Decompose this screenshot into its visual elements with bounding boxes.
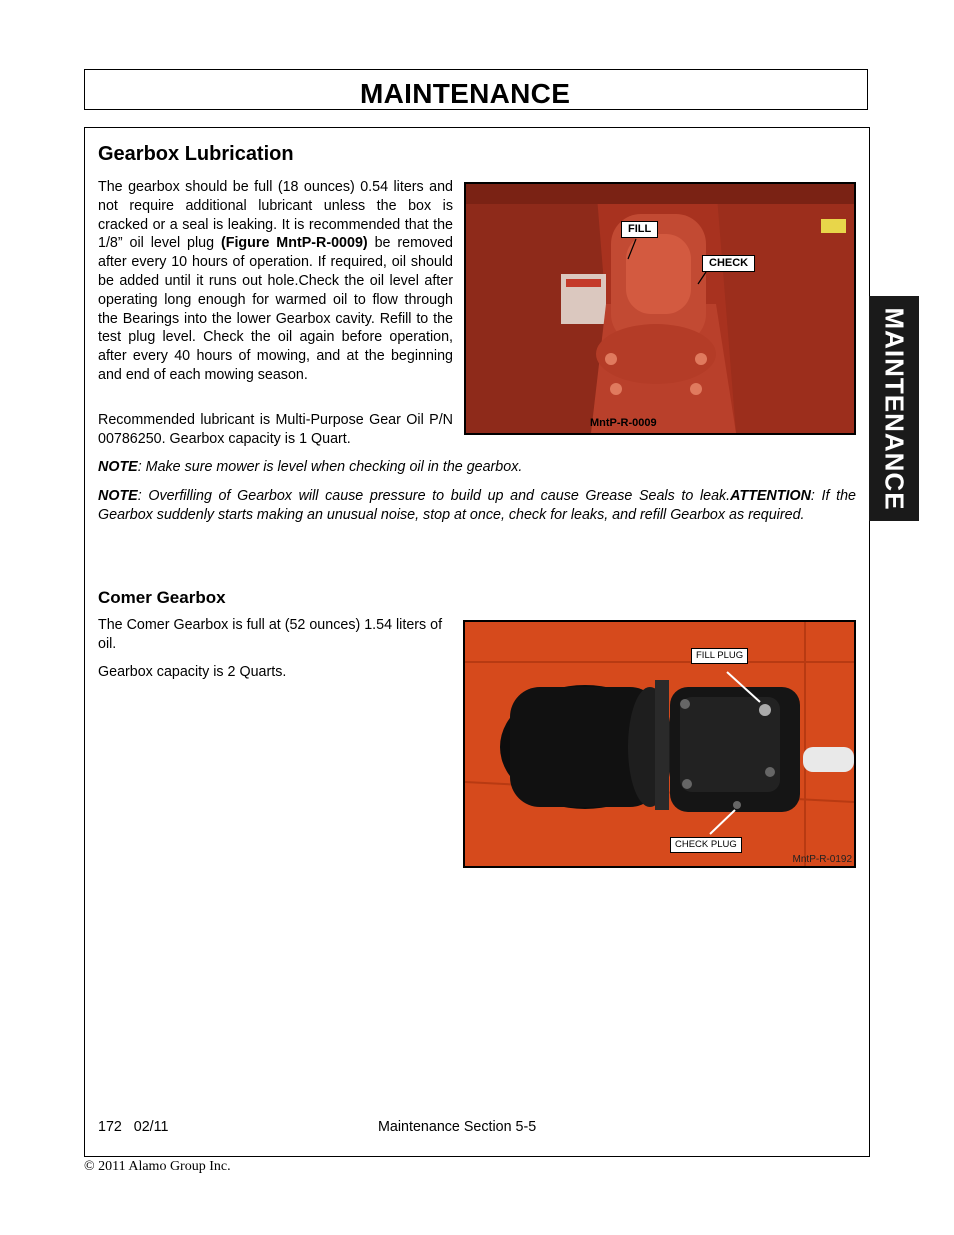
note-text: : Overfilling of Gearbox will cause pressure to build up and cause Grease Seals to leak. (137, 488, 731, 504)
comer-capacity-paragraph: Gearbox capacity is 2 Quarts. (98, 664, 287, 680)
lubricant-paragraph: Recommended lubricant is Multi-Purpose Gear Oil P/N 00786250. Gearbox capacity is 1 Quart. (98, 412, 453, 447)
figure-caption: MntP-R-0009 (590, 417, 657, 429)
attention-label: ATTENTION (730, 488, 811, 504)
note-level (98, 458, 856, 477)
para1-text-a: The gearbox should be full (18 ounces) 0.54 liters and not require additional lubricant unless the box is cracked or a seal is leaking. It is recommended that the 1/8” oil level plug (98, 179, 453, 252)
gearbox-lubrication-paragraph (98, 178, 453, 385)
gearbox-lubrication-heading: Gearbox Lubrication (98, 143, 294, 165)
check-plug-label: CHECK PLUG (670, 837, 742, 853)
figure-caption: MntP-R-0192 (792, 854, 852, 865)
note-overfill (98, 487, 856, 525)
note-label: NOTE (98, 459, 138, 475)
gearbox-photo (464, 182, 856, 435)
comer-gearbox-illustration (465, 622, 854, 866)
section-label: Maintenance Section 5-5 (378, 1119, 537, 1135)
para1-text-b: be removed after every 10 hours of operation. If required, oil should be added until it runs out hole.Check the oil level after operating long enough for warmed oil to flow through the Bearings into the lower Gearbox cavity. Refill to the test plug level. Check the oil again before operation, after every 40 hours of mowing, and at the beginning and end of each mowing season. (98, 235, 453, 383)
section-side-tab (869, 296, 919, 521)
comer-gearbox-photo (463, 620, 856, 868)
fill-label: FILL (621, 221, 658, 238)
note-label: NOTE (98, 488, 138, 504)
fill-plug-label: FILL PLUG (691, 648, 748, 664)
page-number: 172 02/11 (98, 1119, 169, 1135)
check-label: CHECK (702, 255, 755, 272)
note-text: : Make sure mower is level when checking oil in the gearbox. (137, 459, 523, 475)
comer-gearbox-paragraph: The Comer Gearbox is full at (52 ounces) 1.54 liters of oil. (98, 617, 443, 652)
figure-reference: (Figure MntP-R-0009) (220, 235, 368, 252)
side-tab-label: MAINTENANCE (879, 306, 910, 511)
header-box (84, 69, 868, 110)
comer-gearbox-heading: Comer Gearbox (98, 588, 226, 607)
gearbox-photo-illustration (466, 184, 854, 433)
copyright: © 2011 Alamo Group Inc. (84, 1159, 231, 1174)
page-title: MAINTENANCE (360, 78, 571, 109)
attention-text: : If the Gearbox suddenly starts making an unusual noise, stop at once, check for leaks, and refill Gearbox as required. (98, 488, 856, 523)
